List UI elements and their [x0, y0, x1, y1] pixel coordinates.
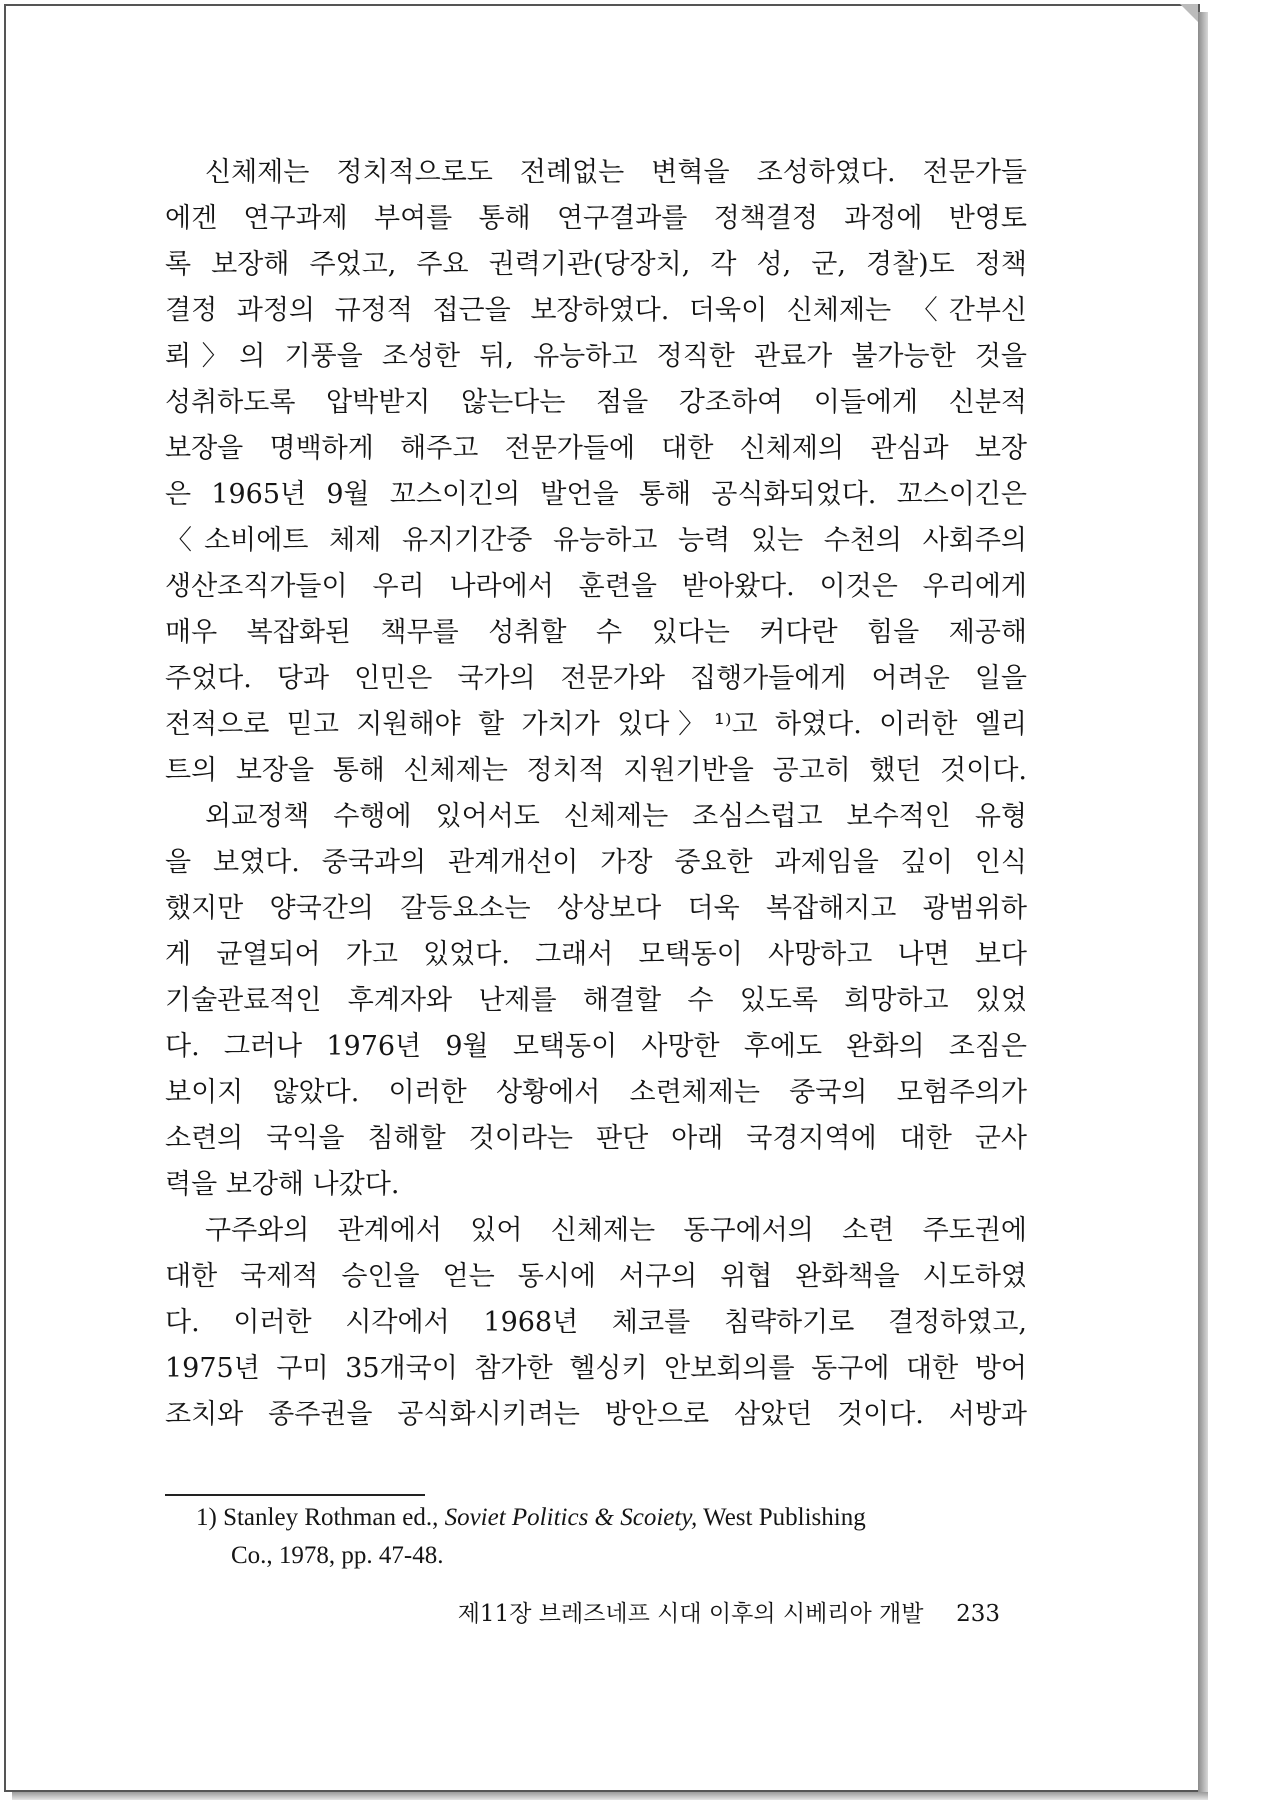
- text-line: 결정 과정의 규정적 접근을 보장하였다. 더욱이 신체제는 〈간부신: [165, 295, 1027, 326]
- text-line: 대한 국제적 승인을 얻는 동시에 서구의 위협 완화책을 시도하였: [165, 1261, 1027, 1292]
- text-line: 다. 그러나 1976년 9월 모택동이 사망한 후에도 완화의 조짐은: [165, 1031, 1027, 1062]
- footnote-details: Co., 1978, pp. 47-48.: [231, 1542, 444, 1569]
- footnote-marker: 1): [196, 1504, 217, 1531]
- text-line: 조치와 종주권을 공식화시키려는 방안으로 삼았던 것이다. 서방과: [165, 1399, 1027, 1430]
- text-line: 〈소비에트 체제 유지기간중 유능하고 능력 있는 수천의 사회주의: [165, 525, 1027, 556]
- page-bottom-shadow: [12, 1792, 1208, 1800]
- footnote-title: Soviet Politics & Scoiety,: [444, 1504, 698, 1531]
- text-line: 트의 보장을 통해 신체제는 정치적 지원기반을 공고히 했던 것이다.: [165, 755, 1027, 786]
- text-line: 보장을 명백하게 해주고 전문가들에 대한 신체제의 관심과 보장: [165, 433, 1027, 464]
- chapter-title: 제11장 브레즈네프 시대 이후의 시베리아 개발: [457, 1601, 924, 1627]
- text-line: 에겐 연구과제 부여를 통해 연구결과를 정책결정 과정에 반영토: [165, 203, 1027, 234]
- page-number: 233: [956, 1601, 1000, 1627]
- text-line: 록 보장해 주었고, 주요 권력기관(당장치, 각 성, 군, 경찰)도 정책: [165, 249, 1027, 280]
- text-line: 1975년 구미 35개국이 참가한 헬싱키 안보회의를 동구에 대한 방어: [165, 1353, 1027, 1384]
- text-line: 게 균열되어 가고 있었다. 그래서 모택동이 사망하고 나면 보다: [165, 939, 1027, 970]
- text-line: 은 1965년 9월 꼬스이긴의 발언을 통해 공식화되었다. 꼬스이긴은: [165, 479, 1027, 510]
- text-line: 보이지 않았다. 이러한 상황에서 소련체제는 중국의 모험주의가: [165, 1077, 1027, 1108]
- text-line: 생산조직가들이 우리 나라에서 훈련을 받아왔다. 이것은 우리에게: [165, 571, 1027, 602]
- body-text: [165, 150, 1027, 1438]
- text-line: 외교정책 수행에 있어서도 신체제는 조심스럽고 보수적인 유형: [205, 801, 1027, 832]
- footnote-publisher: West Publishing: [703, 1504, 866, 1531]
- footnote-divider: [165, 1494, 425, 1496]
- text-line: 을 보였다. 중국과의 관계개선이 가장 중요한 과제임을 깊이 인식: [165, 847, 1027, 878]
- text-line: 주었다. 당과 인민은 국가의 전문가와 집행가들에게 어려운 일을: [165, 663, 1027, 694]
- text-line: 신체제는 정치적으로도 전례없는 변혁을 조성하였다. 전문가들: [205, 157, 1027, 188]
- text-line: 매우 복잡화된 책무를 성취할 수 있다는 커다란 힘을 제공해: [165, 617, 1027, 648]
- text-line: 구주와의 관계에서 있어 신체제는 동구에서의 소련 주도권에: [205, 1215, 1027, 1246]
- text-line: 전적으로 믿고 지원해야 할 가치가 있다〉¹⁾고 하였다. 이러한 엘리: [165, 709, 1027, 740]
- footnote-author: Stanley Rothman ed.,: [223, 1504, 439, 1531]
- footnote-line: [196, 1499, 1016, 1537]
- page-corner-fold: [1180, 4, 1198, 22]
- footnote: [196, 1499, 1016, 1575]
- text-line: 뢰〉의 기풍을 조성한 뒤, 유능하고 정직한 관료가 불가능한 것을: [165, 341, 1027, 372]
- text-line: 력을 보강해 나갔다.: [165, 1169, 400, 1200]
- text-line: 소련의 국익을 침해할 것이라는 판단 아래 국경지역에 대한 군사: [165, 1123, 1027, 1154]
- text-line: 기술관료적인 후계자와 난제를 해결할 수 있도록 희망하고 있었: [165, 985, 1027, 1016]
- text-line: 다. 이러한 시각에서 1968년 체코를 침략하기로 결정하였고,: [165, 1307, 1027, 1338]
- page-edge-shadow: [1198, 12, 1208, 1796]
- text-line: 성취하도록 압박받지 않는다는 점을 강조하여 이들에게 신분적: [165, 387, 1027, 418]
- running-footer: [410, 1594, 1000, 1634]
- text-line: 했지만 양국간의 갈등요소는 상상보다 더욱 복잡해지고 광범위하: [165, 893, 1027, 924]
